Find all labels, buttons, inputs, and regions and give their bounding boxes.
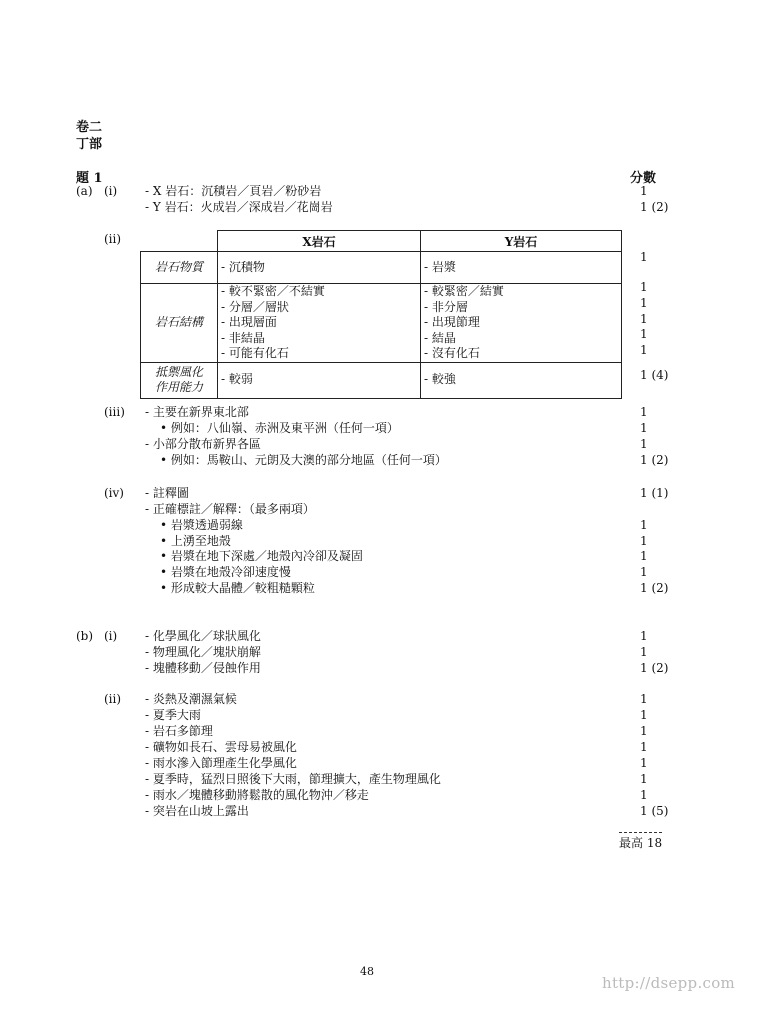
score: 1 — [640, 421, 648, 435]
answer-line: • 例如：馬鞍山、元朗及大澳的部分地區（任何一項） — [160, 453, 447, 467]
answer-line: - 炎熱及潮濕氣候 — [145, 692, 237, 706]
cell-y: - 較緊密／結實 - 非分層 - 出現節理 - 結晶 - 沒有化石 — [421, 284, 622, 363]
answer-line: • 形成較大晶體／較粗糙顆粒 — [160, 581, 315, 595]
max-score: 最高 18 — [619, 832, 662, 851]
cell-y: - 較強 — [421, 362, 622, 398]
page-number: 48 — [360, 965, 374, 978]
answer-line: - 夏季大雨 — [145, 708, 201, 722]
part-a-label: (a) — [76, 184, 93, 198]
score: 1 (4) — [640, 368, 669, 382]
cell-x: - 沉積物 — [218, 252, 421, 284]
cell-x: - 較不緊密／不結實 - 分層／層狀 - 出現層面 - 非結晶 - 可能有化石 — [218, 284, 421, 363]
score: 1 — [640, 756, 648, 770]
answer-line: - 岩石多節理 — [145, 724, 213, 738]
row-header: 抵禦風化 作用能力 — [141, 362, 218, 398]
watermark-url: http://dsepp.com — [602, 974, 736, 992]
a-iv-num: (iv) — [104, 486, 124, 500]
answer-line: - 物理風化／塊狀崩解 — [145, 645, 261, 659]
score: 1 — [640, 724, 648, 738]
col-x-header: X岩石 — [218, 231, 421, 252]
score: 1 (2) — [640, 581, 669, 595]
answer-line: - 雨水／塊體移動將鬆散的風化物沖／移走 — [145, 788, 369, 802]
score: 1 (2) — [640, 200, 669, 214]
a-iii-num: (iii) — [104, 405, 125, 419]
col-y-header: Y岩石 — [421, 231, 622, 252]
score: 1 — [640, 280, 648, 294]
b-ii-num: (ii) — [104, 692, 122, 706]
score: 1 — [640, 549, 648, 563]
cell-x: - 較弱 — [218, 362, 421, 398]
score: 1 — [640, 437, 648, 451]
paper-label: 卷二 — [76, 120, 103, 135]
score: 1 — [640, 327, 648, 341]
rock-comparison-table — [140, 230, 622, 399]
answer-line: - 塊體移動／侵蝕作用 — [145, 661, 261, 675]
answer-line: • 上湧至地殼 — [160, 534, 231, 548]
answer-line: - X 岩石：沉積岩／頁岩／粉砂岩 — [145, 184, 322, 198]
answer-line: - 突岩在山坡上露出 — [145, 804, 249, 818]
answer-line: • 岩漿透過弱線 — [160, 518, 243, 532]
part-b-label: (b) — [76, 629, 94, 643]
score: 1 — [640, 518, 648, 532]
answer-line: - 正確標註／解釋：（最多兩項） — [145, 502, 315, 516]
row-header: 岩石結構 — [141, 284, 218, 363]
cell-y: - 岩漿 — [421, 252, 622, 284]
score: 1 — [640, 788, 648, 802]
score: 1 — [640, 772, 648, 786]
score: 1 — [640, 250, 648, 264]
answer-line: - 雨水滲入節理產生化學風化 — [145, 756, 297, 770]
score: 1 — [640, 629, 648, 643]
answer-line: - 化學風化／球狀風化 — [145, 629, 261, 643]
score: 1 (2) — [640, 661, 669, 675]
b-i-num: (i) — [104, 629, 118, 643]
score-header: 分數 — [630, 171, 657, 186]
answer-line: - 夏季時，猛烈日照後下大雨，節理擴大，產生物理風化 — [145, 772, 441, 786]
score: 1 — [640, 565, 648, 579]
score: 1 — [640, 312, 648, 326]
answer-line: - 主要在新界東北部 — [145, 405, 249, 419]
score: 1 — [640, 692, 648, 706]
answer-line: • 岩漿在地殼冷卻速度慢 — [160, 565, 291, 579]
score: 1 (1) — [640, 486, 669, 500]
score: 1 — [640, 645, 648, 659]
answer-line: • 例如：八仙嶺、赤洲及東平洲（任何一項） — [160, 421, 399, 435]
score: 1 — [640, 534, 648, 548]
score: 1 (5) — [640, 804, 669, 818]
answer-line: • 岩漿在地下深處／地殼內冷卻及凝固 — [160, 549, 363, 563]
a-ii-num: (ii) — [104, 232, 122, 246]
score: 1 — [640, 184, 648, 198]
score: 1 — [640, 343, 648, 357]
row-header: 岩石物質 — [141, 252, 218, 284]
a-i-num: (i) — [104, 184, 118, 198]
answer-line: - 註釋圖 — [145, 486, 189, 500]
score: 1 — [640, 708, 648, 722]
score: 1 — [640, 405, 648, 419]
section-label: 丁部 — [76, 137, 103, 152]
score: 1 — [640, 740, 648, 754]
score: 1 (2) — [640, 453, 669, 467]
score: 1 — [640, 296, 648, 310]
answer-line: - Y 岩石：火成岩／深成岩／花崗岩 — [145, 200, 333, 214]
question-label: 題 1 — [76, 171, 103, 186]
answer-line: - 礦物如長石、雲母易被風化 — [145, 740, 297, 754]
answer-line: - 小部分散布新界各區 — [145, 437, 261, 451]
